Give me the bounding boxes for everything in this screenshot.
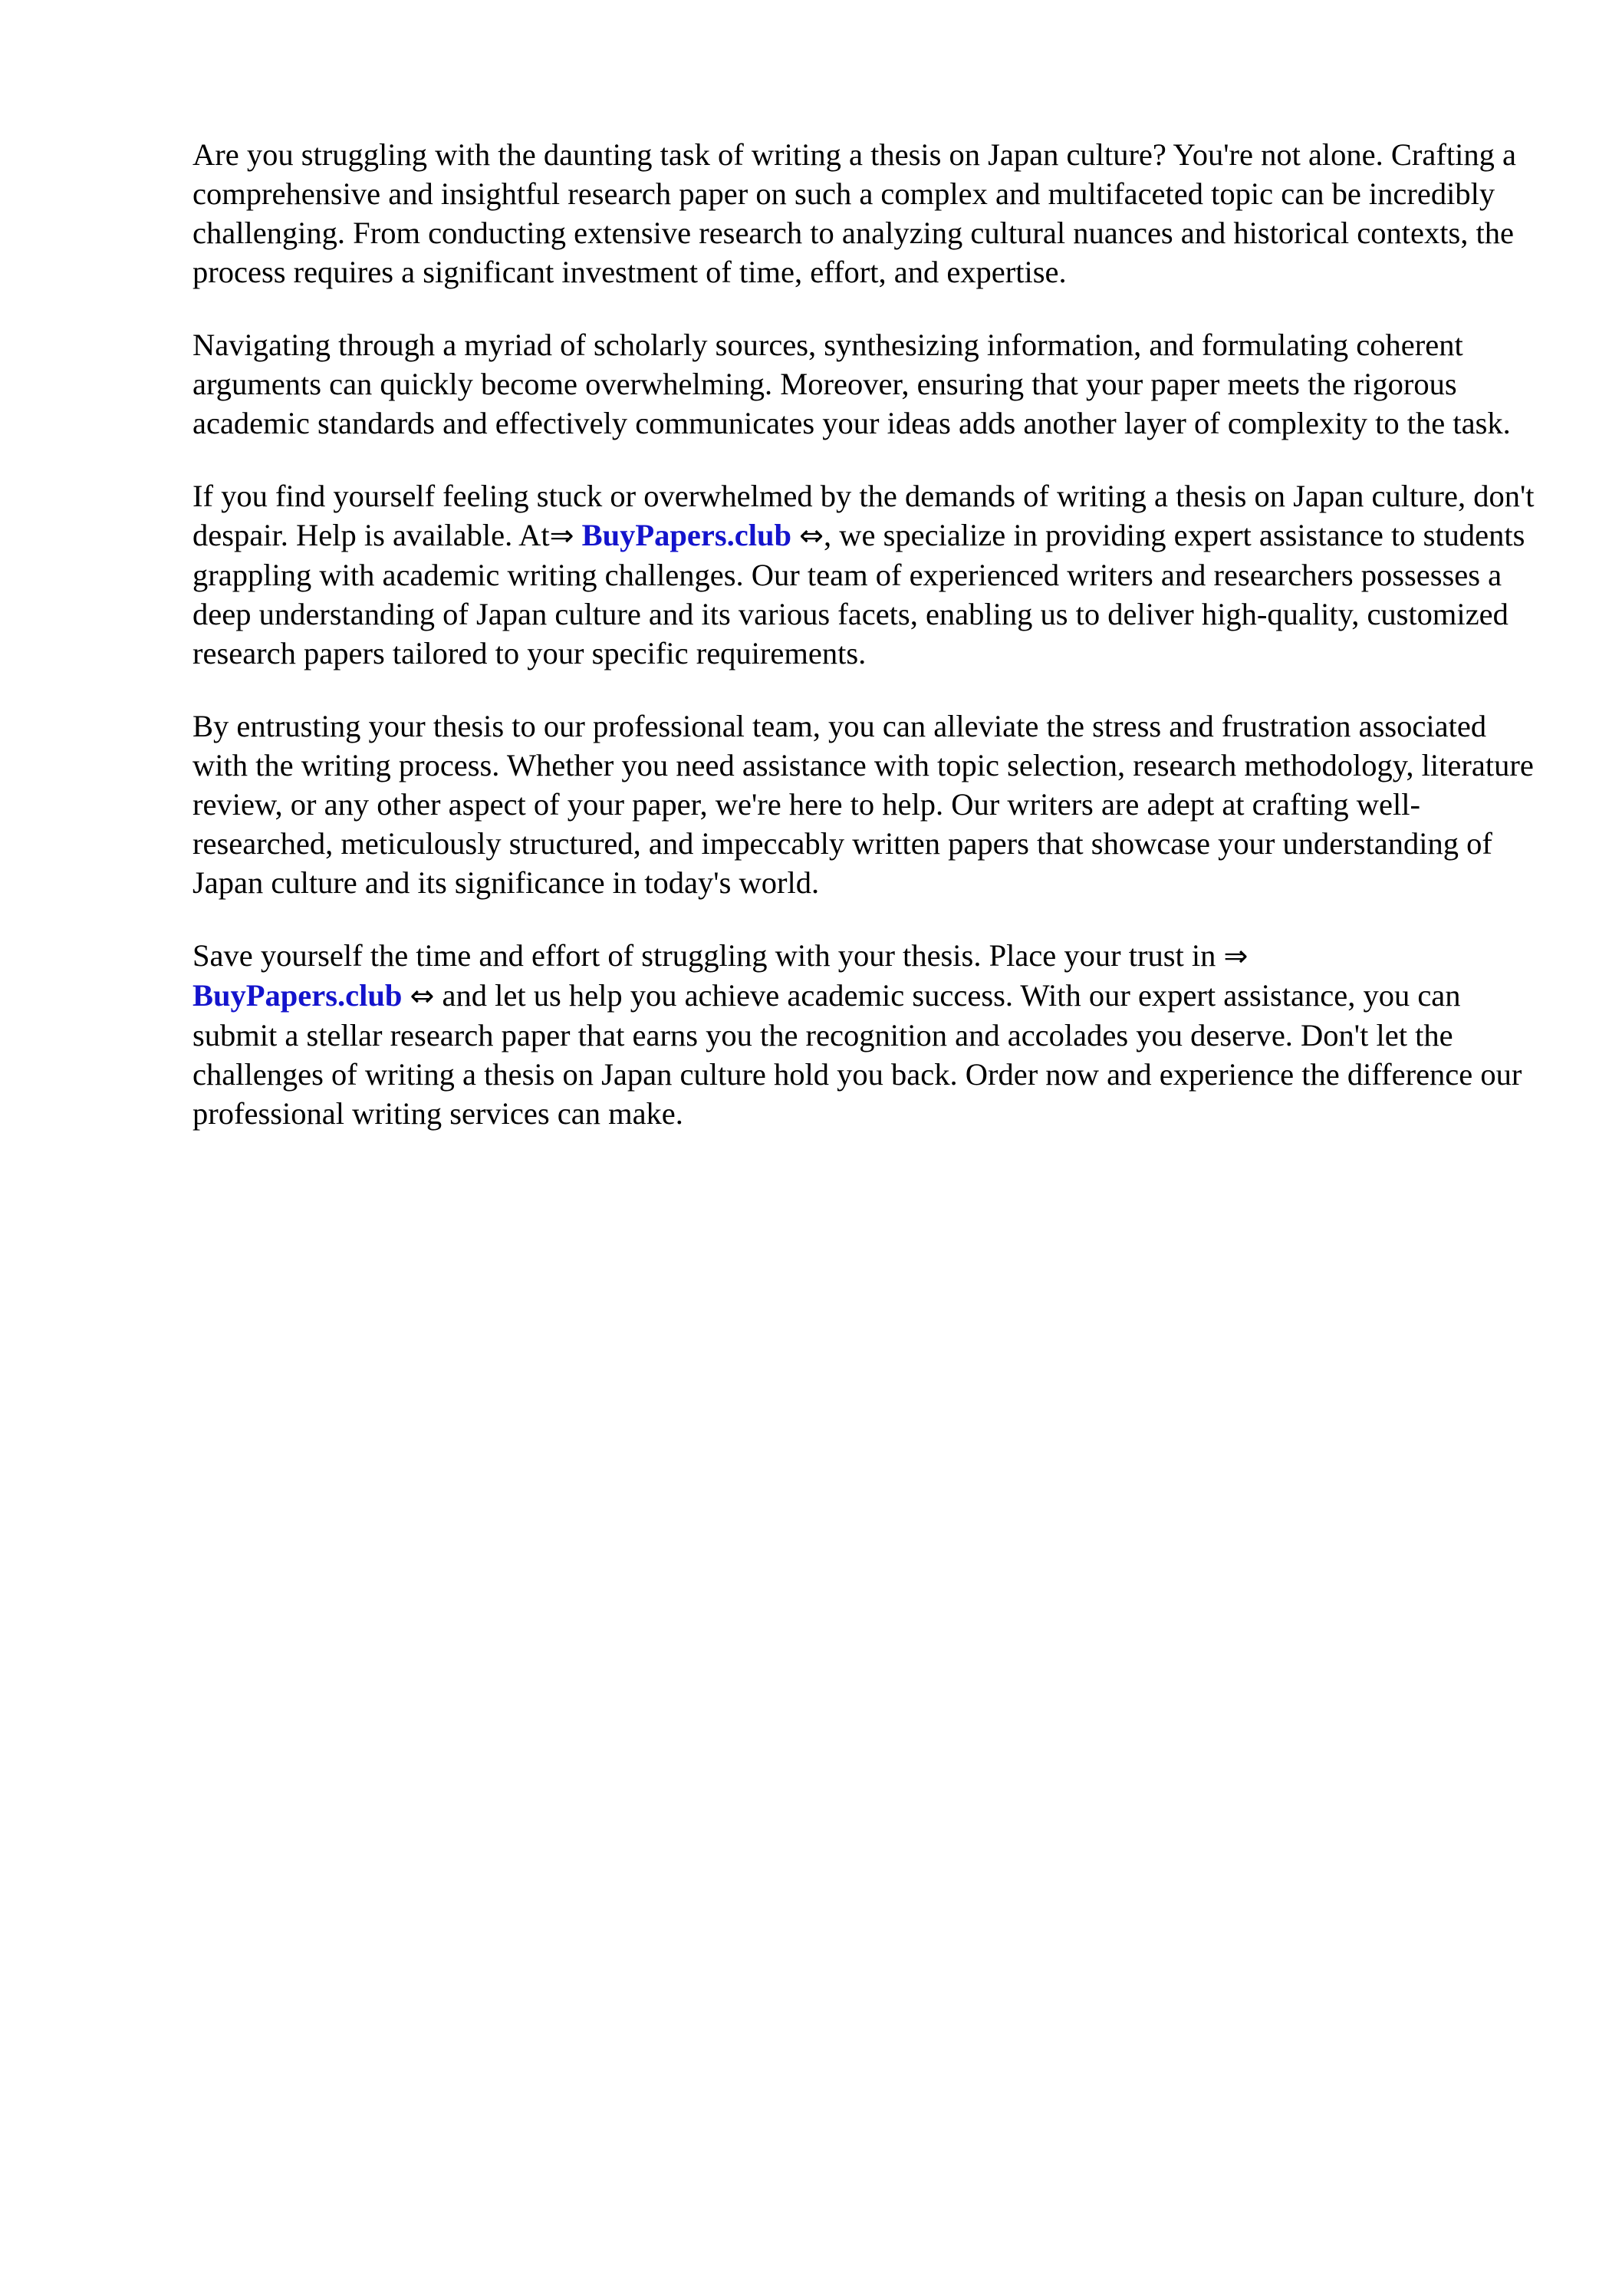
- paragraph-closing: [192, 936, 1542, 1133]
- paragraph-challenges: Navigating through a myriad of scholarly sources, synthesizing information, and formulating coherent arguments can quickly become overwhelming. Moreover, ensuring that your paper meets the rigorous academic standards and effectively communicates your ideas adds another layer of complexity to the task.: [192, 328, 1511, 440]
- buypapers-link[interactable]: BuyPapers.club: [581, 518, 792, 552]
- paragraph-closing-text-after: and let us help you achieve academic success. With our expert assistance, you can submit a stellar research paper that earns you the recognition and accolades you deserve. Don't let the challenges of writing a thesis on Japan culture hold you back. Order now and experience the difference our professional writing services can make.: [192, 978, 1522, 1131]
- paragraph-intro: Are you struggling with the daunting task of writing a thesis on Japan culture? You're not alone. Crafting a comprehensive and insightful research paper on such a complex and multifaceted topic can be incredibly challenging. From conducting extensive research to analyzing cultural nuances and historical contexts, the process requires a significant investment of time, effort, and expertise.: [192, 137, 1516, 289]
- paragraph-help: [192, 476, 1542, 673]
- document-page: [192, 135, 1542, 1167]
- paragraph-closing-text-before: Save yourself the time and effort of struggling with your thesis. Place your trust in: [192, 938, 1224, 973]
- left-right-double-arrow-icon: ⇔: [799, 519, 824, 552]
- paragraph-help-text-before: If you find yourself feeling stuck or overwhelmed by the demands of writing a thesis on Japan culture, don't despair. Help is available. At: [192, 479, 1535, 552]
- right-double-arrow-icon: ⇒: [549, 519, 574, 552]
- buypapers-link[interactable]: BuyPapers.club: [192, 978, 403, 1013]
- paragraph-team: By entrusting your thesis to our professional team, you can alleviate the stress and frustration associated with the writing process. Whether you need assistance with topic selection, research methodology, literature review, or any other aspect of your paper, we're here to help. Our writers are adept at crafting well-researched, meticulously structured, and impeccably written papers that showcase your understanding of Japan culture and its significance in today's world.: [192, 709, 1534, 900]
- right-double-arrow-icon: ⇒: [1223, 939, 1249, 973]
- left-right-double-arrow-icon: ⇔: [410, 979, 435, 1013]
- paragraph-help-text-after: , we specialize in providing expert assistance to students grappling with academic writing challenges. Our team of experienced writers and researchers possesses a deep understanding of Japan culture and its various facets, enabling us to deliver high-quality, customized research papers tailored to your specific requirements.: [192, 518, 1525, 670]
